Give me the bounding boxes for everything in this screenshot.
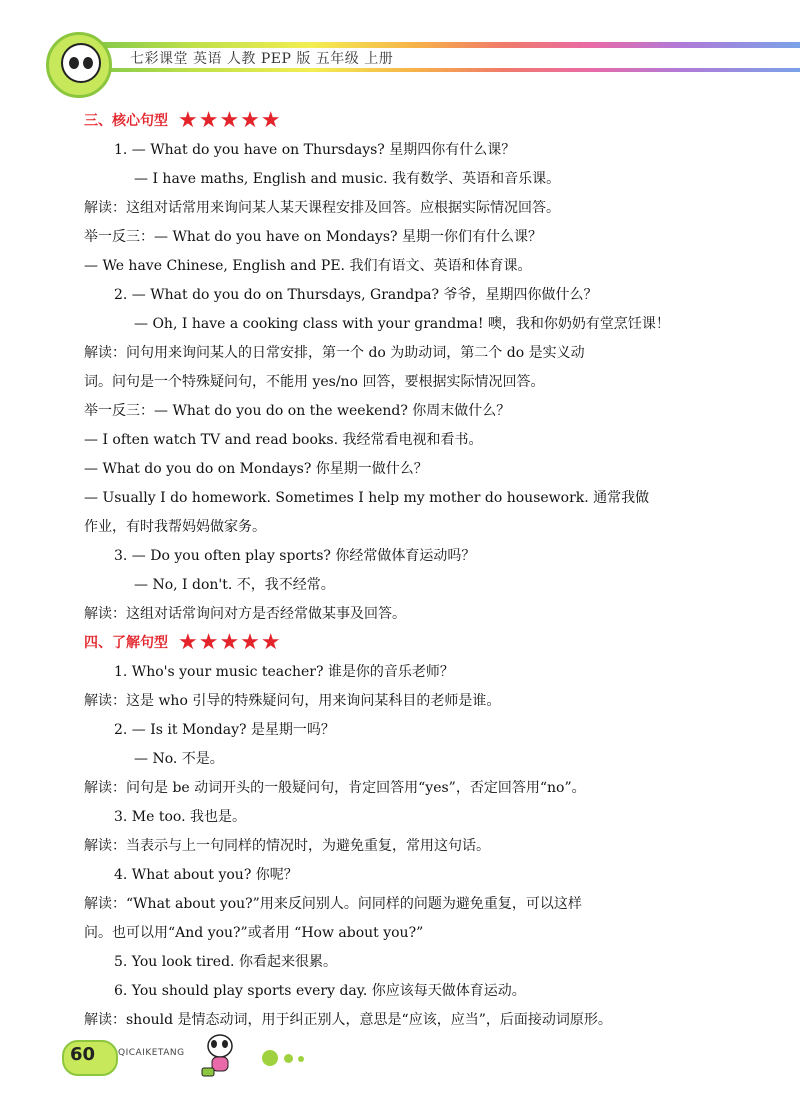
section-label: 三、核心句型: [84, 113, 168, 129]
text-line: 词。问句是一个特殊疑问句，不能用 yes/no 回答，要根据实际情况回答。: [84, 374, 545, 390]
text-line: 3. Me too. 我也是。: [114, 809, 247, 825]
text-line: 3. — Do you often play sports? 你经常做体育运动吗？: [114, 548, 476, 564]
text-line: 4. What about you? 你呢？: [114, 867, 298, 883]
section-heading-understand-sentences: [84, 632, 282, 653]
text-line: 解读：当表示与上一句同样的情况时，为避免重复，常用这句话。: [84, 838, 490, 854]
rating-stars-icon: ★★★★★: [178, 108, 282, 133]
text-line: 解读：这组对话常询问对方是否经常做某事及回答。: [84, 606, 406, 622]
text-line: 解读：should 是情态动词，用于纠正别人，意思是“应该，应当”，后面接动词原形。: [84, 1012, 612, 1028]
page-header-title: 七彩课堂 英语 人教 PEP 版 五年级 上册: [130, 51, 394, 67]
text-line: 举一反三：— What do you have on Mondays? 星期一你们有什么课？: [84, 229, 542, 245]
footer-dot-icon: [298, 1056, 304, 1062]
section-heading-core-sentences: [84, 110, 282, 131]
text-line: — Oh, I have a cooking class with your grandma! 噢，我和你奶奶有堂烹饪课！: [134, 316, 670, 332]
text-line: — What do you do on Mondays? 你星期一做什么？: [84, 461, 428, 477]
text-line: — We have Chinese, English and PE. 我们有语文、英语和体育课。: [84, 258, 532, 274]
text-line: 解读：问句用来询问某人的日常安排，第一个 do 为助动词，第二个 do 是实义动: [84, 345, 585, 361]
text-line: 解读：这是 who 引导的特殊疑问句，用来询问某科目的老师是谁。: [84, 693, 501, 709]
text-line: — No, I don't. 不，我不经常。: [134, 577, 335, 593]
text-line: 2. — Is it Monday? 是星期一吗？: [114, 722, 335, 738]
text-line: 1. Who's your music teacher? 谁是你的音乐老师？: [114, 664, 454, 680]
text-line: 举一反三：— What do you do on the weekend? 你周末做什么？: [84, 403, 511, 419]
rating-stars-icon: ★★★★★: [178, 630, 282, 655]
text-line: 2. — What do you do on Thursdays, Grandpa? 爷爷，星期四你做什么？: [114, 287, 598, 303]
text-line: 问。也可以用“And you?”或者用 “How about you?”: [84, 925, 424, 941]
mascot-eye-icon: [69, 57, 79, 69]
text-line: 作业，有时我帮妈妈做家务。: [84, 519, 266, 535]
text-line: — No. 不是。: [134, 751, 224, 767]
text-line: 5. You look tired. 你看起来很累。: [114, 954, 337, 970]
text-line: 解读：“What about you?”用来反问别人。问同样的问题为避免重复，可以这样: [84, 896, 582, 912]
mascot-face-icon: [61, 43, 101, 83]
footer-dot-icon: [262, 1050, 278, 1066]
text-line: — I often watch TV and read books. 我经常看电视和看书。: [84, 432, 483, 448]
footer-dot-icon: [284, 1054, 293, 1063]
mascot-footer-icon: [198, 1030, 242, 1080]
text-line: 6. You should play sports every day. 你应该每天做体育运动。: [114, 983, 526, 999]
footer-brand: QICAIKETANG: [118, 1048, 185, 1058]
section-label: 四、了解句型: [84, 635, 168, 651]
mascot-logo-icon: [46, 32, 112, 98]
text-line: 解读：这组对话常用来询问某人某天课程安排及回答。应根据实际情况回答。: [84, 200, 560, 216]
page-number: 60: [70, 1044, 96, 1065]
text-line: 1. — What do you have on Thursdays? 星期四你有什么课？: [114, 142, 516, 158]
text-line: 解读：问句是 be 动词开头的一般疑问句，肯定回答用“yes”，否定回答用“no”。: [84, 780, 586, 796]
text-line: — Usually I do homework. Sometimes I help my mother do housework. 通常我做: [84, 490, 650, 506]
text-line: — I have maths, English and music. 我有数学、英语和音乐课。: [134, 171, 561, 187]
mascot-eye-icon: [83, 57, 93, 69]
